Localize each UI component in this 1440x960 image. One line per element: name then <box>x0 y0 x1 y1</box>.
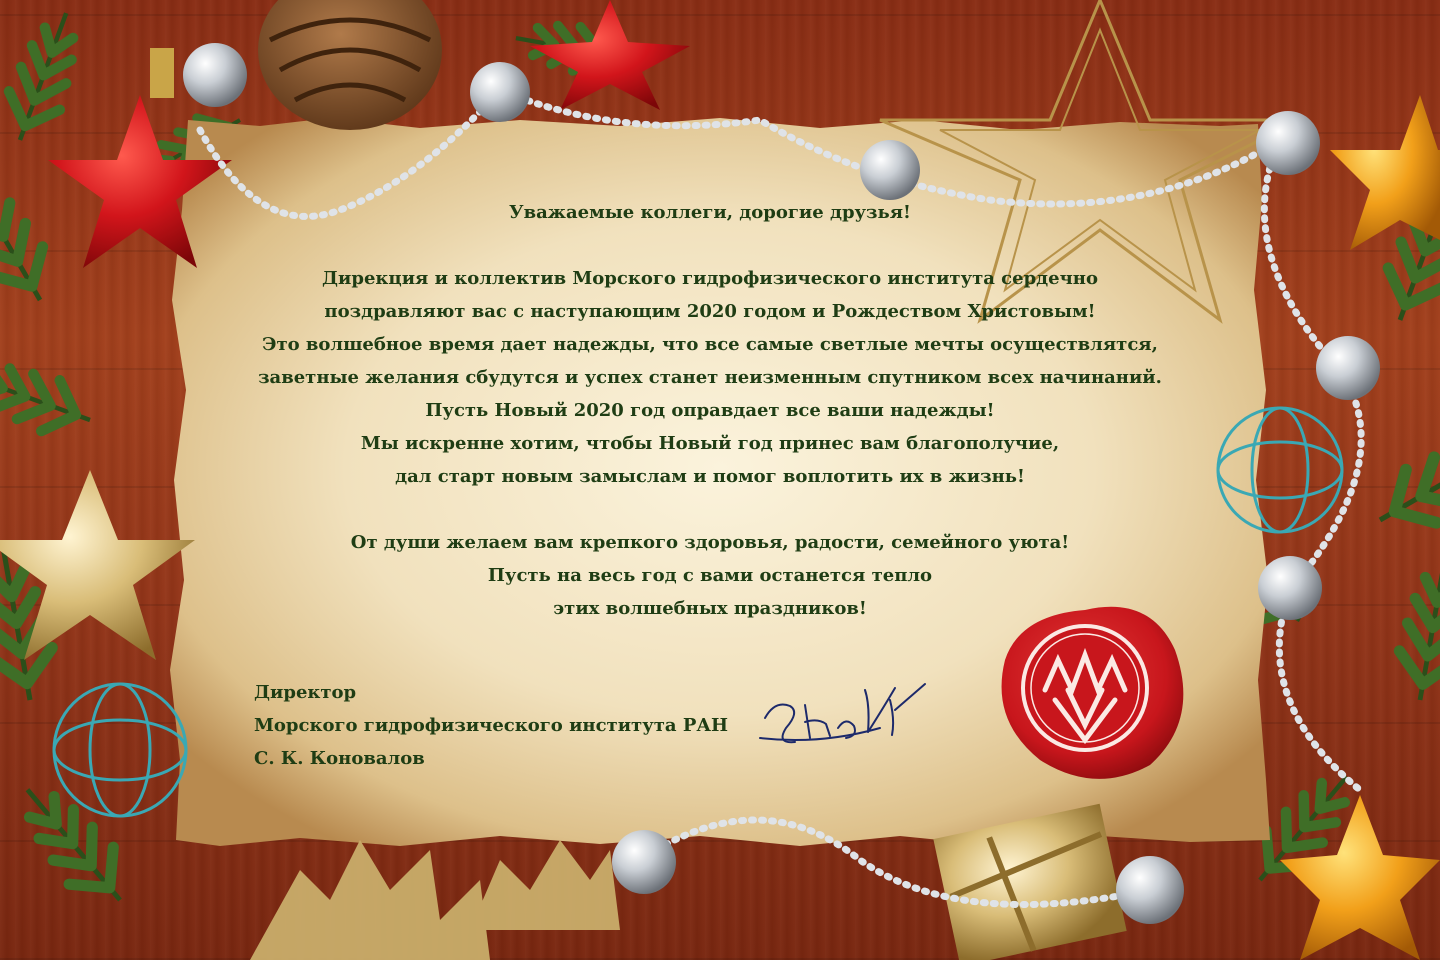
wish-line: От души желаем вам крепкого здоровья, радости, семейного уюта! <box>350 532 1070 553</box>
letter-body <box>250 262 1170 493</box>
body-line: Дирекция и коллектив Морского гидрофизического института сердечно <box>322 268 1098 289</box>
letter-wishes <box>250 526 1170 625</box>
body-line: заветные желания сбудутся и успех станет неизменным спутником всех начинаний. <box>258 367 1162 388</box>
body-line: Это волшебное время дает надежды, что все самые светлые мечты осуществлятся, <box>262 334 1158 355</box>
signer-name: С. К. Коновалов <box>254 748 425 769</box>
pine-cone <box>258 0 442 130</box>
signature-block <box>254 676 728 775</box>
wish-line: Пусть на весь год с вами останется тепло <box>487 565 933 586</box>
signer-title: Директор <box>254 682 357 703</box>
body-line: Мы искренне хотим, чтобы Новый год принес вам благополучие, <box>360 433 1060 454</box>
gold-glitter-leaf-ornament <box>250 840 620 960</box>
body-line: поздравляют вас с наступающим 2020 годом и Рождеством Христовым! <box>324 301 1096 322</box>
greeting: Уважаемые коллеги, дорогие друзья! <box>509 202 911 223</box>
body-line: Пусть Новый 2020 год оправдает все ваши надежды! <box>425 400 995 421</box>
body-line: дал старт новым замыслам и помог воплотить их в жизнь! <box>395 466 1025 487</box>
signer-organization: Морского гидрофизического института РАН <box>254 715 729 736</box>
wish-line: этих волшебных праздников! <box>553 598 867 619</box>
letter-text <box>250 196 1170 625</box>
